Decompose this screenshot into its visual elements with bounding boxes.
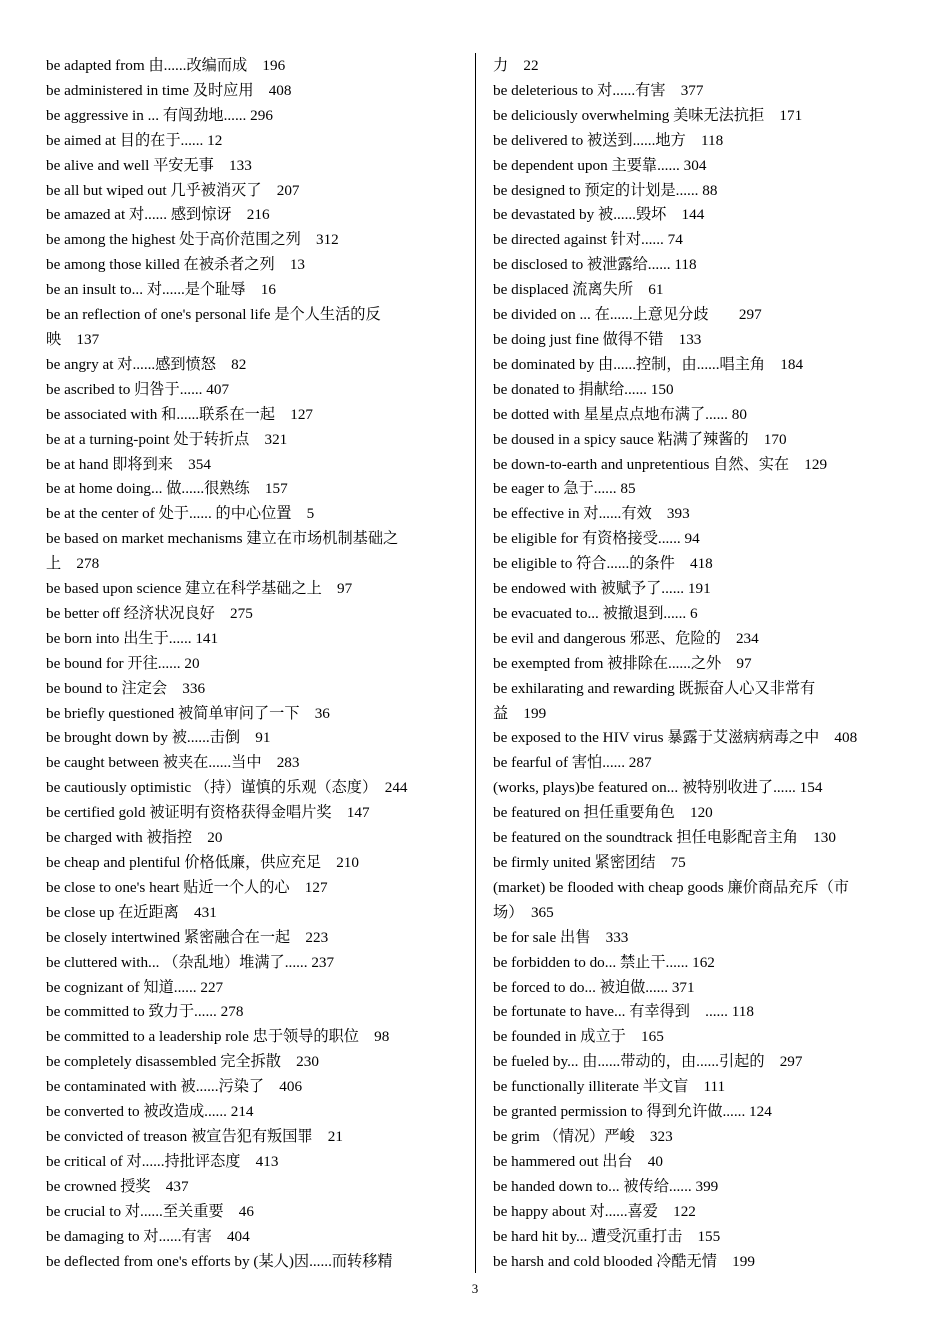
glossary-entry: be based on market mechanisms 建立在市场机制基础之 <box>46 530 399 548</box>
glossary-entry: be cognizant of 知道...... 227 <box>46 978 224 996</box>
glossary-entry: be completely disassembled 完全拆散 230 <box>46 1053 319 1071</box>
glossary-entry: be critical of 对......持批评态度 413 <box>46 1152 279 1170</box>
glossary-entry: 益 199 <box>493 704 547 722</box>
glossary-entry: be granted permission to 得到允许做...... 124 <box>493 1103 772 1121</box>
glossary-entry: be cheap and plentiful 价格低廉，供应充足 210 <box>46 854 359 871</box>
glossary-entry: be dotted with 星星点点地布满了...... 80 <box>493 405 747 423</box>
glossary-entry: be fueled by... 由......带动的，由......引起的 297 <box>493 1053 803 1071</box>
glossary-entry: be forbidden to do... 禁止干...... 162 <box>493 953 715 971</box>
glossary-entry: be donated to 捐献给...... 150 <box>493 380 674 398</box>
glossary-entry: be bound to 注定会 336 <box>46 679 206 697</box>
glossary-entry: be forced to do... 被迫做...... 371 <box>493 978 695 996</box>
glossary-entry: be delivered to 被送到......地方 118 <box>493 131 724 149</box>
glossary-entry: be eligible for 有资格接受...... 94 <box>493 530 700 548</box>
glossary-entry: be devastated by 被......毁坏 144 <box>493 206 705 224</box>
glossary-entry: be exposed to the HIV virus 暴露于艾滋病病毒之中 408 <box>493 729 858 747</box>
glossary-entry: be angry at 对......感到愤怒 82 <box>46 355 247 373</box>
glossary-entry: be deflected from one's efforts by (某人)因......而转移精 <box>46 1252 393 1270</box>
glossary-entry: be deliciously overwhelming 美味无法抗拒 171 <box>493 106 803 124</box>
glossary-entry: be among those killed 在被杀者之列 13 <box>46 256 306 274</box>
glossary-entry: be happy about 对......喜爱 122 <box>493 1202 696 1220</box>
glossary-entry: be dependent upon 主要靠...... 304 <box>493 156 707 174</box>
glossary-entry: be fortunate to have... 有幸得到 ...... 118 <box>493 1003 754 1021</box>
glossary-entry: be eager to 急于...... 85 <box>493 480 636 498</box>
glossary-entry: be crucial to 对......至关重要 46 <box>46 1202 254 1220</box>
glossary-entry: be closely intertwined 紧密融合在一起 223 <box>46 928 329 946</box>
glossary-entry: be featured on the soundtrack 担任电影配音主角 130 <box>493 829 836 847</box>
glossary-entry: be converted to 被改造成...... 214 <box>46 1103 254 1121</box>
glossary-entry: be grim （情况）严峻 323 <box>493 1127 673 1145</box>
glossary-entry: be directed against 针对...... 74 <box>493 231 683 249</box>
right-column <box>493 54 923 1274</box>
glossary-entry: be charged with 被指控 20 <box>46 829 223 847</box>
glossary-entry: be cautiously optimistic （持）谨慎的乐观（态度） 244 <box>46 779 408 797</box>
glossary-entry: be at the center of 处于...... 的中心位置 5 <box>46 505 315 523</box>
glossary-entry: be at home doing... 做......很熟练 157 <box>46 480 288 498</box>
glossary-entry: be contaminated with 被......污染了 406 <box>46 1078 303 1096</box>
glossary-entry: be doing just fine 做得不错 133 <box>493 330 702 348</box>
glossary-entry: be handed down to... 被传给...... 399 <box>493 1177 719 1195</box>
glossary-entry: be harsh and cold blooded 冷酷无情 199 <box>493 1252 755 1270</box>
glossary-entry: be disclosed to 被泄露给...... 118 <box>493 256 697 274</box>
glossary-entry: be for sale 出售 333 <box>493 928 629 946</box>
glossary-entry: be hard hit by... 遭受沉重打击 155 <box>493 1227 721 1245</box>
glossary-entry: be convicted of treason 被宣告犯有叛国罪 21 <box>46 1127 343 1145</box>
glossary-entry: be administered in time 及时应用 408 <box>46 81 292 99</box>
glossary-entry: be divided on ... 在......上意见分歧 297 <box>493 306 762 324</box>
glossary-entry: be at hand 即将到来 354 <box>46 455 211 473</box>
glossary-entry: be close to one's heart 贴近一个人的心 127 <box>46 878 328 896</box>
glossary-entry: be at a turning-point 处于转折点 321 <box>46 430 288 448</box>
glossary-entry: be aggressive in ... 有闯劲地...... 296 <box>46 106 273 124</box>
glossary-entry: be down-to-earth and unpretentious 自然、实在 129 <box>493 455 828 473</box>
glossary-entry: be based upon science 建立在科学基础之上 97 <box>46 580 353 598</box>
glossary-entry: be functionally illiterate 半文盲 111 <box>493 1078 726 1096</box>
glossary-entry: be fearful of 害怕...... 287 <box>493 754 652 772</box>
glossary-entry: be featured on 担任重要角色 120 <box>493 804 713 822</box>
glossary-entry: be hammered out 出台 40 <box>493 1152 663 1170</box>
glossary-entry: be alive and well 平安无事 133 <box>46 156 252 174</box>
glossary-entry: be endowed with 被赋予了...... 191 <box>493 580 711 598</box>
glossary-entry: be exempted from 被排除在......之外 97 <box>493 654 752 672</box>
glossary-entry: be amazed at 对...... 感到惊讶 216 <box>46 206 270 224</box>
glossary-entry: (market) be flooded with cheap goods 廉价商品充斥（市 <box>493 878 849 896</box>
glossary-entry: be bound for 开往...... 20 <box>46 654 200 672</box>
glossary-entry: be evil and dangerous 邪恶、危险的 234 <box>493 629 759 647</box>
glossary-entry: be certified gold 被证明有资格获得金唱片奖 147 <box>46 804 370 822</box>
glossary-entry: be an reflection of one's personal life 是个人生活的反 <box>46 306 381 324</box>
glossary-entry: be founded in 成立于 165 <box>493 1028 664 1046</box>
glossary-entry: be ascribed to 归咎于...... 407 <box>46 380 230 398</box>
glossary-entry: be eligible to 符合......的条件 418 <box>493 555 713 573</box>
glossary-entry: be aimed at 目的在于...... 12 <box>46 131 223 149</box>
glossary-entry: be designed to 预定的计划是...... 88 <box>493 181 718 199</box>
glossary-entry: be displaced 流离失所 61 <box>493 281 664 299</box>
glossary-entry: be dominated by 由......控制，由......唱主角 184 <box>493 355 804 373</box>
glossary-entry: be deleterious to 对......有害 377 <box>493 81 704 99</box>
glossary-entry: be firmly united 紧密团结 75 <box>493 854 686 871</box>
glossary-entry: be caught between 被夹在......当中 283 <box>46 754 300 772</box>
glossary-entry: be adapted from 由......改编而成 196 <box>46 57 286 74</box>
glossary-entry: be all but wiped out 几乎被消灭了 207 <box>46 181 300 199</box>
glossary-entry: be born into 出生于...... 141 <box>46 629 219 647</box>
glossary-entry: be crowned 授奖 437 <box>46 1177 189 1195</box>
glossary-entry: be committed to a leadership role 忠于领导的职位 98 <box>46 1028 390 1046</box>
glossary-entry: be an insult to... 对......是个耻辱 16 <box>46 281 276 299</box>
glossary-entry: be evacuated to... 被撤退到...... 6 <box>493 604 698 622</box>
glossary-entry: be better off 经济状况良好 275 <box>46 604 253 622</box>
glossary-entry: 场） 365 <box>493 903 554 921</box>
glossary-entry: be among the highest 处于高价范围之列 312 <box>46 231 339 249</box>
column-divider <box>475 53 476 1273</box>
glossary-entry: be briefly questioned 被简单审问了一下 36 <box>46 704 330 722</box>
glossary-entry: 上 278 <box>46 555 100 573</box>
glossary-entry: be brought down by 被......击倒 91 <box>46 729 271 747</box>
glossary-entry: be committed to 致力于...... 278 <box>46 1003 244 1021</box>
glossary-entry: be close up 在近距离 431 <box>46 903 217 921</box>
glossary-entry: 映 137 <box>46 330 100 348</box>
glossary-entry: be damaging to 对......有害 404 <box>46 1227 250 1245</box>
glossary-entry: be associated with 和......联系在一起 127 <box>46 405 314 423</box>
glossary-entry: be effective in 对......有效 393 <box>493 505 690 523</box>
page-number: 3 <box>471 1281 479 1296</box>
glossary-entry: (works, plays)be featured on... 被特别收进了...... 154 <box>493 779 823 797</box>
left-column <box>46 54 464 1274</box>
glossary-entry: 力 22 <box>493 57 539 74</box>
glossary-entry: be cluttered with... （杂乱地）堆满了...... 237 <box>46 953 335 971</box>
glossary-entry: be exhilarating and rewarding 既振奋人心又非常有 <box>493 679 816 697</box>
glossary-entry: be doused in a spicy sauce 粘满了辣酱的 170 <box>493 430 787 448</box>
